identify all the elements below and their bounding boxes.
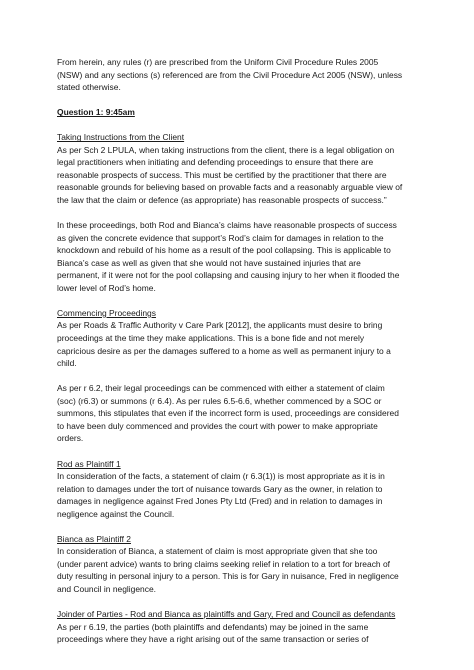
text-line: In these proceedings, both Rod and Bianca’s claims have reasonable prospects of success	[57, 220, 397, 231]
text-line: stated otherwise.	[57, 82, 121, 93]
text-line: In consideration of the facts, a statement of claim (r 6.3(1)) is most appropriate as it is in	[57, 471, 385, 482]
text-line: capricious desire as per the damages suffered to a home as well as permanent injury to a	[57, 345, 391, 356]
text-line: child.	[57, 358, 77, 369]
text-line: In consideration of Bianca, a statement of claim is most appropriate given that she too	[57, 546, 378, 557]
text-line: and Council in negligence.	[57, 583, 156, 594]
text-line: As per r 6.19, the parties (both plaintiffs and defendants) may be joined in the same	[57, 621, 369, 632]
text-line: reasonable grounds for believing based on provable facts and a reasonably arguable view of	[57, 182, 403, 193]
section-heading: Commencing Proceedings	[57, 307, 156, 318]
paragraph	[57, 621, 427, 646]
paragraph	[57, 382, 427, 445]
text-line: (soc) (r6.3) or summons (r 6.4). As per rules 6.5-6.6, whether commenced by a SOC or	[57, 395, 382, 406]
text-line: negligence against the Council.	[57, 508, 175, 519]
text-line: (NSW) and any sections (s) referenced are from the Civil Procedure Act 2005 (NSW), unless	[57, 69, 403, 80]
section-heading: Joinder of Parties - Rod and Bianca as plaintiffs and Gary, Fred and Council as defendants	[57, 609, 396, 620]
text-line: damages in negligence against Fred Jones Pty Ltd (Fred) and in relation to damages in	[57, 496, 383, 507]
intro-paragraph	[57, 56, 427, 94]
text-line: proceedings at the time they make applications. This is a bone fide and not merely	[57, 333, 365, 344]
text-line: lower level of Rod’s home.	[57, 282, 156, 293]
text-line: duty resulting in personal injury to a person. This is for Gary in nuisance, Fred in negligence	[57, 571, 399, 582]
paragraph	[57, 470, 427, 520]
text-line: permanent, if it were not for the pool collapsing and causing injury to her when it flooded the	[57, 270, 400, 281]
section-heading: Rod as Plaintiff 1	[57, 458, 121, 469]
text-line: As per Roads & Traffic Authority v Care Park [2012], the applicants must desire to bring	[57, 320, 383, 331]
document-body	[57, 56, 427, 658]
section-heading: Taking Instructions from the Client	[57, 132, 185, 143]
text-line: relation to damages under the tort of nuisance towards Gary as the owner, in relation to	[57, 483, 383, 494]
text-line: reasonable prospects of success. This must be certified by the practitioner that there are	[57, 169, 387, 180]
text-line: orders.	[57, 433, 84, 444]
paragraph	[57, 144, 427, 207]
section-heading: Bianca as Plaintiff 2	[57, 533, 131, 544]
text-line: As per Sch 2 LPULA, when taking instructions from the client, there is a legal obligation on	[57, 144, 395, 155]
text-line: knockdown and rebuild of his home as a result of the pool collapsing. This is applicable to	[57, 245, 391, 256]
text-line: summons, this stipulates that even if the incorrect form is used, proceedings are considered	[57, 408, 399, 419]
text-line: to have been duly commenced and provides the court with power to make appropriate	[57, 420, 378, 431]
text-line: From herein, any rules (r) are prescribed from the Uniform Civil Procedure Rules 2005	[57, 57, 379, 67]
text-line: Bianca’s case as well as given that she would not have sustained injuries that are	[57, 257, 361, 268]
paragraph	[57, 219, 427, 294]
paragraph	[57, 545, 427, 595]
text-line: legal practitioners when initiating and defending proceedings to ensure that there are	[57, 157, 374, 168]
text-line: (under parent advice) wants to bring claims seeking relief in relation to a tort for breach of	[57, 558, 390, 569]
text-line: proceedings where they have a right arising out of the same transaction or series of	[57, 634, 369, 645]
paragraph	[57, 319, 427, 369]
question-heading: Question 1: 9:45am	[57, 107, 135, 118]
text-line: As per r 6.2, their legal proceedings can be commenced with either a statement of claim	[57, 383, 385, 394]
text-line: the law that the claim or defence (as appropriate) has reasonable prospects of success.”	[57, 195, 387, 206]
text-line: as given the concrete evidence that support’s Rod’s claim for damages in relation to the	[57, 232, 384, 243]
